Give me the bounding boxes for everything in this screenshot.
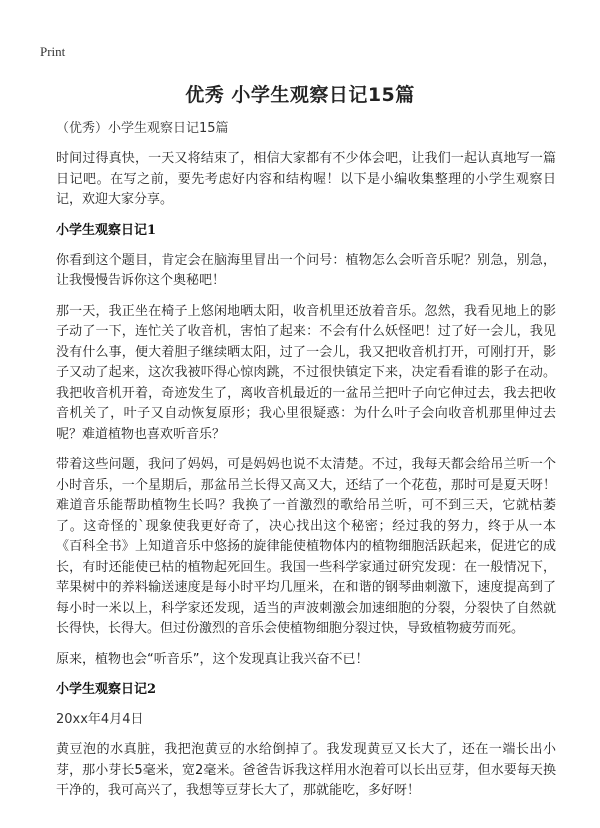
article-body xyxy=(56,119,556,812)
entry-1-paragraph: 那一天，我正坐在椅子上悠闲地晒太阳，收音机里还放着音乐。忽然，我看见地上的影子动了一下，连忙关了收音机，害怕了起来：不会有什么妖怪吧！过了好一会儿，我见没有什么事，便大着胆子继续晒太阳，过了一会儿，我又把收音机打开，可刚打开，影子又动了起来，这次我被吓得心惊肉跳，不过很快镇定下来，决定看看谁的影子在动。我把收音机开着，奇迹发生了，离收音机最近的一盆吊兰把叶子向它伸过去，我去把收音机关了，叶子又自动恢复原形；我心里很疑惑：为什么叶子会向收音机那里伸过去呢？难道植物也喜欢听音乐？ xyxy=(56,303,556,442)
page-title: 优秀 小学生观察日记15篇 xyxy=(185,84,415,106)
entry-1-paragraph: 原来，植物也会“听音乐”，这个发现真让我兴奋不已！ xyxy=(56,651,369,667)
intro-paragraph: 时间过得真快，一天又将结束了，相信大家都有不少体会吧，让我们一起认真地写一篇日记吧。在写之前，要先考虑好内容和结构喔！以下是小编收集整理的小学生观察日记，欢迎大家分享。 xyxy=(56,151,556,207)
entry-1-paragraph: 带着这些问题，我问了妈妈，可是妈妈也说不太清楚。不过，我每天都会给吊兰听一个小时音乐，一个星期后，那盆吊兰长得又高又大，还结了一个花苞，那时可是夏天呀！难道音乐能帮助植物生长吗？我换了一首激烈的歌给吊兰听，可不到三天，它就枯萎了。这奇怪的`现象使我更好奇了，决心找出这个秘密；经过我的努力，终于从一本《百科全书》上知道音乐中悠扬的旋律能使植物体内的植物细胞活跃起来，促进它的成长，有时还能使已枯的植物起死回生。我国一些科学家通过研究发现：在一般情况下，苹果树中的养料输送速度是每小时平均几厘米，在和谐的钢琴曲刺激下，速度提高到了每小时一米以上，科学家还发现，适当的声波刺激会加速细胞的分裂，分裂快了自然就长得快，长得大。但过份激烈的音乐会使植物细胞分裂过快，导致植物疲劳而死。 xyxy=(56,457,556,636)
entry-1-paragraph: 你看到这个题目，肯定会在脑海里冒出一个问号：植物怎么会听音乐呢？别急，别急，让我慢慢告诉你这个奥秘吧！ xyxy=(56,252,556,288)
entry-2-paragraph: 黄豆泡的水真脏，我把泡黄豆的水给倒掉了。我发现黄豆又长大了，还在一端长出小芽，那小芽长5毫米，宽2毫米。爸爸告诉我这样用水泡着可以长出豆芽，但水要每天换干净的，我可高兴了，我想等豆芽长大了，那就能吃，多好呀！ xyxy=(56,742,556,798)
article-subtitle: （优秀）小学生观察日记15篇 xyxy=(56,121,229,136)
entry-heading-2: 小学生观察日记2 xyxy=(56,682,157,697)
entry-2-date: 20xx年4月4日 xyxy=(56,712,144,727)
entry-heading-1: 小学生观察日记1 xyxy=(56,222,157,238)
print-link[interactable]: Print xyxy=(40,44,66,59)
